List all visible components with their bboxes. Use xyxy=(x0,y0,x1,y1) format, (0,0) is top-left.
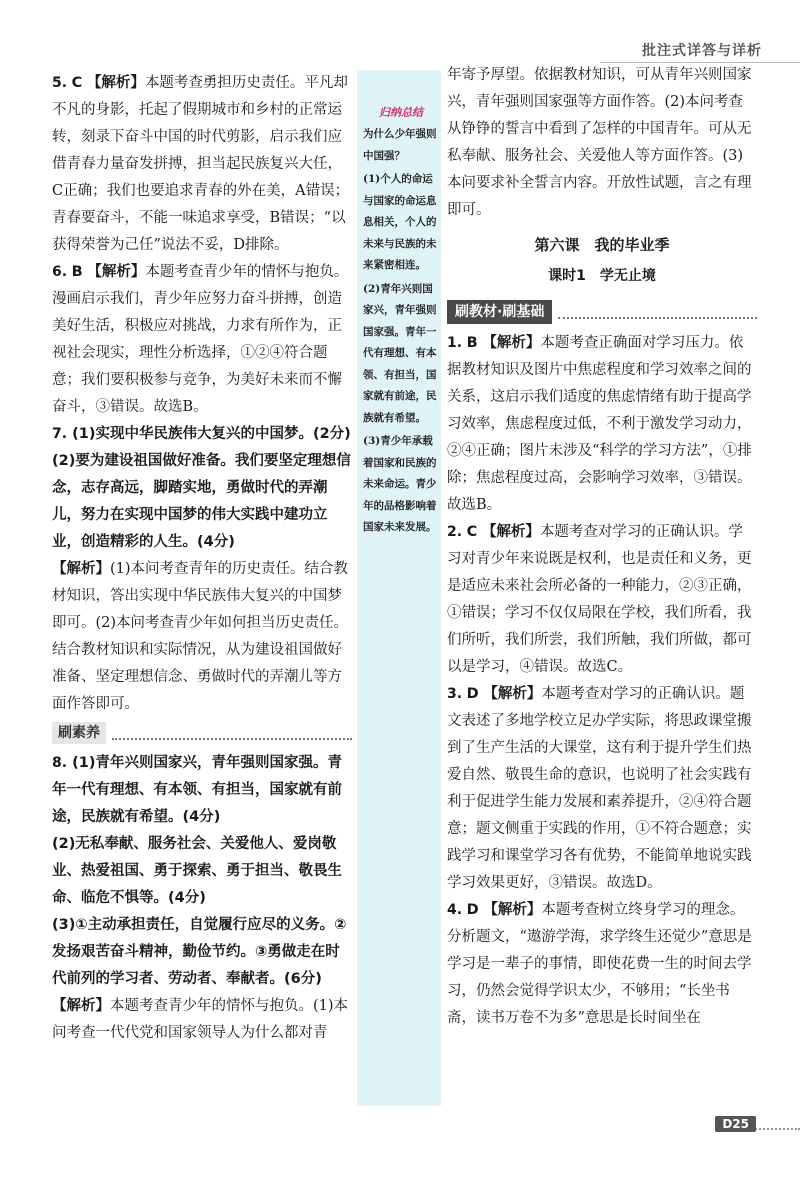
left-column xyxy=(52,70,352,1047)
dotted-rule xyxy=(112,726,352,740)
analysis-label: 【解析】 xyxy=(52,561,110,577)
section-header-jichu xyxy=(447,300,757,324)
summary-point-3: (3)青少年承载着国家和民族的未来命运。青少年的品格影响着国家未来发展。 xyxy=(363,435,437,533)
question-3 xyxy=(447,681,757,897)
analysis-label: 【解析】 xyxy=(52,998,110,1014)
analysis-text: 本题考查树立终身学习的理念。分析题文，“遨游学海，求学终生还觉少”意思是学习是一辈子的事情，即使花费一生的时间去学习，仍然会觉得学识太少，不够用；“长坐书斋，读书万卷不为多”意思是长时间坐在 xyxy=(447,902,752,1026)
analysis-label: 【解析】 xyxy=(483,902,542,918)
summary-point-2: (2)青年兴则国家兴，青年强则国家强。青年一代有理想、有本领、有担当，国家就有前途，民族就有希望。 xyxy=(363,282,437,424)
answer-part-1: (1)青年兴则国家兴，青年强则国家强。青年一代有理想、有本领、有担当，国家就有前途，民族就有希望。(4分) xyxy=(52,755,342,825)
q8-continuation: 年寄予厚望。依据教材知识，可从青年兴则国家兴，青年强则国家强等方面作答。(2)本问考查从铮铮的誓言中看到了怎样的中国青年。可从无私奉献、服务社会、关爱他人等方面作答。(3)本问要求补全誓言内容。开放性试题，言之有理即可。 xyxy=(447,67,752,218)
analysis-text: 本题考查对学习的正确认识。题文表述了多地学校立足办学实际，将思政课堂搬到了生产生活的大课堂，这有利于提升学生们热爱自然、敬畏生命的意识，也说明了社会实践有利于促进学生能力发展和素养提升，②④符合题意；题文侧重于实践的作用，①不符合题意；实践学习和课堂学习各有优势，不能简单地说实践学习效果更好，③错误。故选D。 xyxy=(447,686,752,891)
question-1 xyxy=(447,330,757,519)
answer-part-3: (3)①主动承担责任，自觉履行应尽的义务。②发扬艰苦奋斗精神，勤俭节约。③勇做走在时代前列的学习者、劳动者、奉献者。(6分) xyxy=(52,917,347,987)
answer-letter: C xyxy=(71,75,83,91)
answer-letter: B xyxy=(71,264,83,280)
right-column xyxy=(447,62,757,1032)
answer-part-2: (2)要为建设祖国做好准备。我们要坚定理想信念，志存高远，脚踏实地，勇做时代的弄潮儿，努力在实现中国梦的伟大实践中建功立业，创造精彩的人生。(4分) xyxy=(52,453,351,550)
summary-sidebar xyxy=(357,70,441,1106)
summary-title: 归纳总结 xyxy=(379,106,423,119)
analysis-text: 本题考查青少年的情怀与抱负。(1)本问考查一代代党和国家领导人为什么都对青 xyxy=(52,998,349,1041)
summary-question: 为什么少年强则中国强？ xyxy=(363,128,437,162)
analysis-label: 【解析】 xyxy=(482,335,541,351)
question-8 xyxy=(52,750,352,1047)
question-4 xyxy=(447,897,757,1032)
section-label: 刷教材·刷基础 xyxy=(447,300,552,324)
question-number: 4. xyxy=(447,902,463,918)
summary-text xyxy=(357,124,441,539)
question-2 xyxy=(447,519,757,681)
question-number: 6. xyxy=(52,264,68,280)
section-label: 刷素养 xyxy=(52,722,106,744)
answer-letter: B xyxy=(466,335,478,351)
analysis-label: 【解析】 xyxy=(483,686,542,702)
analysis-text: 本题考查青少年的情怀与抱负。漫画启示我们，青少年应努力奋斗拼搏，创造美好生活，积极应对挑战，力求有所作为，正视社会现实，理性分析选择，①②④符合题意；我们要积极参与竞争，为美好未来而不懈奋斗，③错误。故选B。 xyxy=(52,264,349,415)
answer-letter: D xyxy=(466,902,479,918)
analysis-text: 本题考查正确面对学习压力。依据教材知识及图片中焦虑程度和学习效率之间的关系，这启示我们适度的焦虑情绪有助于提高学习效率，焦虑程度过低，不利于激发学习动力，②④正确；图片未涉及“科学的学习方法”，①排除；焦虑程度过高，会影响学习效率，③错误。故选B。 xyxy=(447,335,752,513)
answer-part-1: (1)实现中华民族伟大复兴的中国梦。(2分) xyxy=(72,426,351,442)
question-number: 8. xyxy=(52,755,68,771)
analysis-label: 【解析】 xyxy=(481,524,540,540)
analysis-text: (1)本问考查青年的历史责任。结合教材知识，答出实现中华民族伟大复兴的中国梦即可。(2)本问考查青少年如何担当历史责任。结合教材知识和实际情况，从为建设祖国做好准备、坚定理想信念、勇做时代的弄潮儿等方面作答即可。 xyxy=(52,561,349,712)
question-7 xyxy=(52,421,352,718)
lesson-title: 第六课 我的毕业季 xyxy=(534,236,670,254)
question-number: 7. xyxy=(52,426,68,442)
question-number: 3. xyxy=(447,686,463,702)
question-number: 5. xyxy=(52,75,68,91)
question-number: 1. xyxy=(447,335,463,351)
question-number: 2. xyxy=(447,524,463,540)
header-title: 批注式详答与详析 xyxy=(642,43,762,59)
period-title: 课时1 学无止境 xyxy=(548,268,656,284)
answer-letter: C xyxy=(466,524,478,540)
section-header-suyang xyxy=(52,722,352,744)
analysis-text: 本题考查对学习的正确认识。学习对青少年来说既是权利，也是责任和义务，更是适应未来社会所必备的一种能力，②③正确，①错误；学习不仅仅局限在学校，我们所看，我们所听，我们所尝，我们所触，我们所做，都可以是学习，④错误。故选C。 xyxy=(447,524,752,675)
question-6 xyxy=(52,259,352,421)
page-number: D25 xyxy=(715,1116,756,1132)
question-5 xyxy=(52,70,352,259)
analysis-label: 【解析】 xyxy=(86,75,145,91)
analysis-label: 【解析】 xyxy=(87,264,146,280)
answer-part-2: (2)无私奉献、服务社会、关爱他人、爱岗敬业、热爱祖国、勇于探索、勇于担当、敬畏生命、临危不惧等。(4分) xyxy=(52,836,342,906)
dotted-rule xyxy=(558,305,757,319)
summary-point-1: (1)个人的命运与国家的命运息息相关，个人的未来与民族的未来紧密相连。 xyxy=(363,173,437,271)
analysis-text: 本题考查勇担历史责任。平凡却不凡的身影，托起了假期城市和乡村的正常运转，刻录下奋斗中国的时代剪影，启示我们应借青春力量奋发拼搏，担当起民族复兴大任，C正确；我们也要追求青春的外在美，A错误；青春要奋斗，不能一味追求享受，B错误；“以获得荣誉为己任”说法不妥，D排除。 xyxy=(52,75,350,253)
answer-letter: D xyxy=(466,686,479,702)
